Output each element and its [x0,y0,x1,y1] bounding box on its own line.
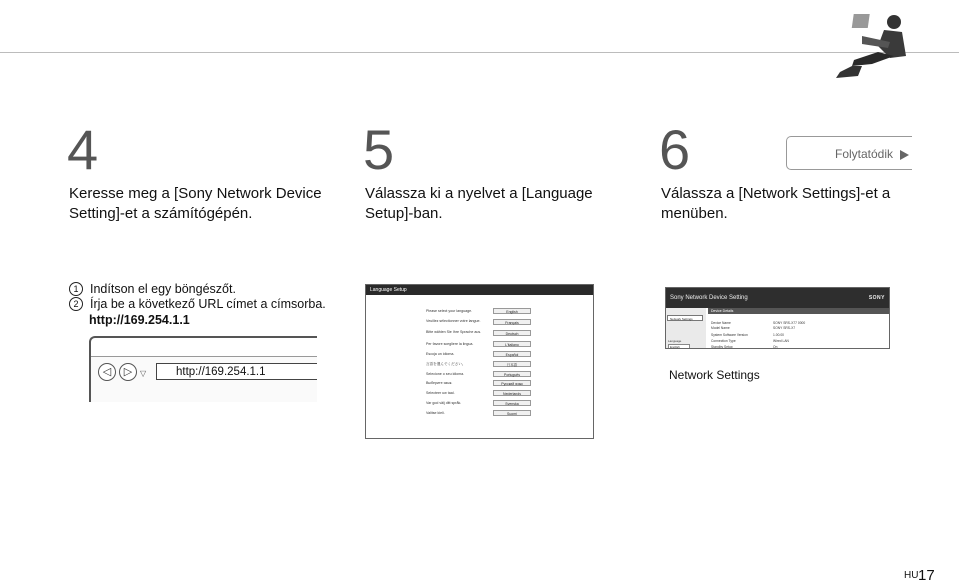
language-button[interactable]: Svenska [493,400,531,406]
language-prompt: Valitse kieli. [426,411,445,415]
language-button[interactable]: Suomi [493,410,531,416]
detail-value: SONY SRS-X7 [773,326,796,330]
forward-button[interactable]: ▷ [119,363,137,381]
language-prompt: Bitte wählen Sie Ihre Sprache aus. [426,330,482,334]
step-text-line: Keresse meg a [Sony Network Device [69,185,322,202]
step-number: 6 [659,118,691,181]
step-text [661,184,890,224]
url-text: http://169.254.1.1 [89,313,190,327]
step-text-line: Válassza a [Network Settings]-et a [661,185,891,202]
detail-label: Model Name [711,326,730,330]
language-prompt: Selecione o seu idioma. [426,372,465,376]
language-prompt: Please select your language. [426,309,473,313]
person-laptop-icon [832,12,912,82]
network-settings-caption: Network Settings [669,368,760,382]
language-prompt: Var god välj ditt språk. [426,401,462,405]
network-app-header [666,288,889,308]
address-bar[interactable]: http://169.254.1.1 [156,363,317,380]
language-prompt: Per favore scegliere la lingua. [426,342,474,346]
brand-logo: SONY [868,295,885,301]
continue-tab [786,136,912,170]
circled-number: 1 [69,282,83,296]
detail-value: 1.00.00 [773,333,784,337]
detail-value: Wired LAN [773,339,789,343]
substep-text: Írja be a következő URL címet a címsorba. [90,297,326,311]
step-text-line: menüben. [661,205,728,222]
language-button[interactable]: 日本語 [493,361,531,367]
language-prompt: Escoja un idioma. [426,352,455,356]
language-select[interactable]: English [668,344,690,349]
language-prompt: Выберите язык. [426,381,453,385]
step-text-line: Setup]-ban. [365,205,443,222]
step-number: 4 [67,118,99,181]
browser-window [89,336,317,402]
sidebar-language-label: Language [668,339,682,343]
back-button[interactable]: ◁ [98,363,116,381]
language-button[interactable]: Русский язык [493,380,531,386]
detail-label: Connection Type [711,339,736,343]
device-details-header: Device Details [708,308,890,314]
language-button[interactable]: Français [493,319,531,325]
header-rule [0,52,959,53]
substep [69,297,326,311]
detail-label: Device Name [711,321,731,325]
language-prompt: Veuillez sélectionner votre langue. [426,319,481,323]
triangle-right-icon [900,150,909,160]
substep [69,282,236,296]
language-setup-title: Language Setup [366,285,593,295]
step-text-line: Setting]-et a számítógépén. [69,205,253,222]
detail-label: Standby Setup [711,345,733,349]
sidebar-item-network-settings[interactable]: Network Settings [667,315,703,321]
language-button[interactable]: Português [493,371,531,377]
detail-value: SONY SRS-X77 0000 [773,321,806,325]
network-app-title: Sony Network Device Setting [670,295,748,301]
continue-label: Folytatódik [835,147,894,161]
detail-value: On [773,345,778,349]
network-sidebar [666,308,706,349]
language-button[interactable]: L'italiano [493,341,531,347]
page-number: 17 [918,567,935,584]
network-settings-screenshot [665,287,890,349]
language-button[interactable]: English [493,308,531,314]
step-number: 5 [363,118,395,181]
step-text-line: Válassza ki a nyelvet a [Language [365,185,593,202]
step-text [365,184,593,224]
substep-text: Indítson el egy böngészőt. [90,282,236,296]
language-button[interactable]: Deutsch [493,330,531,336]
language-button[interactable]: Nederlands [493,390,531,396]
language-setup-screenshot [365,284,594,439]
step-text [69,184,322,224]
circled-number: 2 [69,297,83,311]
detail-label: System Software Version [711,333,748,337]
language-code: HU [904,570,919,581]
language-prompt: Selecteer uw taal. [426,391,455,395]
history-dropdown-icon[interactable]: ▽ [140,369,147,378]
language-prompt: 言語を選んでください。 [426,362,466,366]
language-button[interactable]: Español [493,351,531,357]
